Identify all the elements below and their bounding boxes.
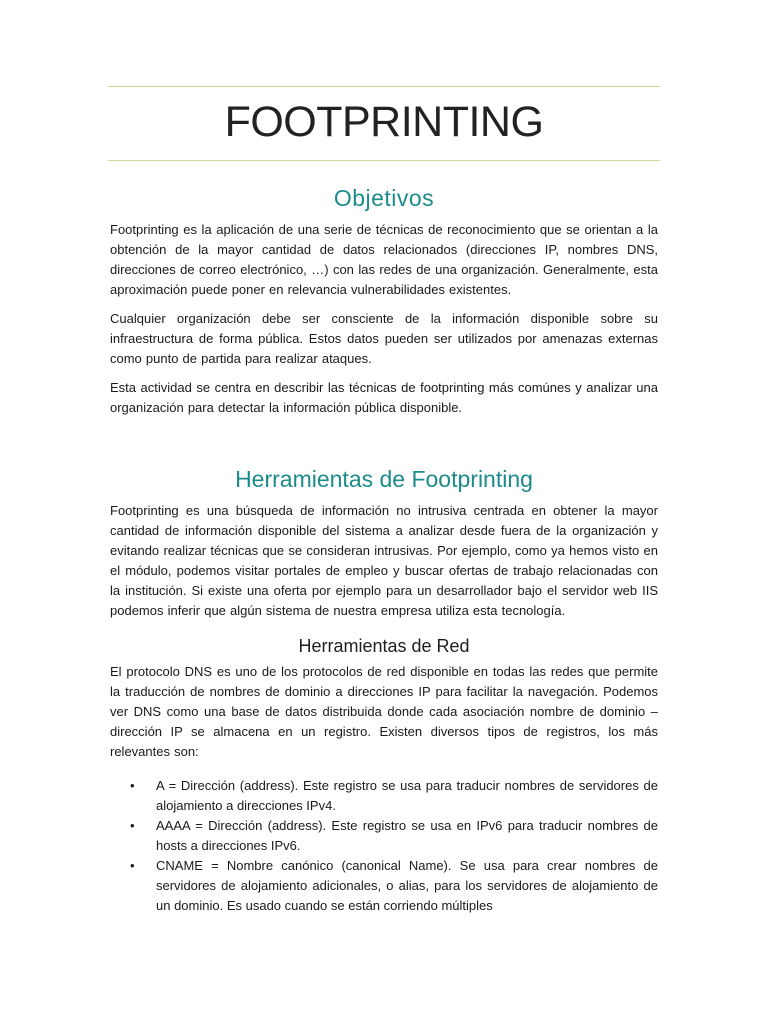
heading-herramientas-footprinting: Herramientas de Footprinting [235,466,533,492]
list-item-text: CNAME = Nombre canónico (canonical Name). Se usa para crear nombres de servidores de alojamiento adicionales, o alias, para los servidores de alojamiento de un dominio. Es usado cuando se están corriendo múltiples [156,858,658,913]
bullet-icon: • [130,778,135,793]
title-rule-top [108,86,660,87]
list-item [110,776,658,816]
heading-herramientas-red: Herramientas de Red [298,636,470,656]
section-herramientas-footprinting [110,468,658,621]
title-rule-bottom [108,160,660,161]
paragraph: Esta actividad se centra en describir las técnicas de footprinting más comúnes y analizar una organización para detectar la información pública disponible. [110,380,658,415]
bullet-icon: • [130,858,135,873]
paragraph: El protocolo DNS es uno de los protocolos de red disponible en todas las redes que permite la traducción de nombres de dominio a direcciones IP para facilitar la navegación. Podemos ver DNS como una base de datos distribuida donde cada asociación nombre de dominio – dirección IP se almacena en un registro. Existen diversos tipos de registros, los más relevantes son: [110,664,658,759]
paragraph: Cualquier organización debe ser consciente de la información disponible sobre su infraestructura de forma pública. Estos datos pueden ser utilizados por amenazas externas como punto de partida para realizar ataques. [110,311,658,366]
section-objetivos [110,187,658,418]
bullet-icon: • [130,818,135,833]
heading-objetivos: Objetivos [333,185,435,211]
list-item [110,816,658,856]
document-page [110,0,658,916]
dns-record-list [110,776,658,916]
list-item-text: A = Dirección (address). Este registro se usa para traducir nombres de servidores de alojamiento a direcciones IPv4. [156,778,658,813]
section-herramientas-red [110,637,658,916]
list-item-text: AAAA = Dirección (address). Este registro se usa en IPv6 para traducir nombres de hosts a direcciones IPv6. [156,818,658,853]
paragraph: Footprinting es una búsqueda de información no intrusiva centrada en obtener la mayor cantidad de información disponible del sistema a analizar desde fuera de la organización y evitando realizar técnicas que se consideran intrusivas. Por ejemplo, como ya hemos visto en el módulo, podemos visitar portales de empleo y buscar ofertas de trabajo relacionadas con la institución. Si existe una oferta por ejemplo para un desarrollador bajo el servidor web IIS podemos inferir que algún sistema de nuestra empresa utiliza esta tecnología. [110,503,658,618]
list-item [110,856,658,916]
paragraph: Footprinting es la aplicación de una serie de técnicas de reconocimiento que se orientan a la obtención de la mayor cantidad de datos relacionados (direcciones IP, nombres DNS, direcciones de correo electrónico, …) con las redes de una organización. Generalmente, esta aproximación puede poner en relevancia vulnerabilidades existentes. [110,222,658,297]
page-title: FOOTPRINTING [224,98,544,146]
